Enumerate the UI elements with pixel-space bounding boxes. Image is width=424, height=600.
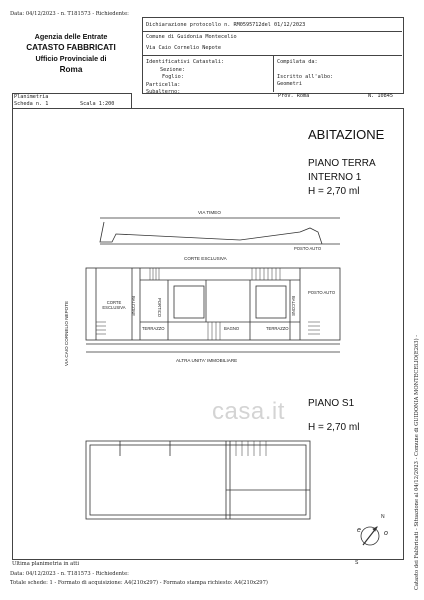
piano-s1-label: PIANO S1 <box>308 398 355 409</box>
dichiarazione-text: Dichiarazione protocollo n. RM0595712del 01/12/2023 <box>146 22 306 28</box>
label-balcone-left: BALCONE <box>131 296 136 317</box>
label-terrazzo-right: TERRAZZO <box>266 326 289 331</box>
numero-label: N. 10845 <box>368 93 393 99</box>
altezza2-label: H = 2,70 ml <box>308 422 360 433</box>
iscritto-label: Iscritto all'albo: <box>277 74 334 80</box>
geometri-label: Geometri <box>277 81 302 87</box>
roof-outline <box>100 222 322 244</box>
compass-e: e <box>357 527 361 534</box>
agency-line3: Ufficio Provinciale di <box>35 54 107 63</box>
scheda-label: Scheda n. 1 <box>14 101 49 107</box>
scala-label: Scala 1:200 <box>80 101 115 107</box>
watermark: casa.it <box>212 398 285 425</box>
compass-s: S <box>355 560 359 566</box>
footer-data: Data: 04/12/2023 - n. T181573 - Richiedente: <box>10 571 129 577</box>
label-corte-esclusiva-left: CORTE ESCLUSIVA <box>102 300 126 310</box>
particella-label: Particella: <box>146 82 181 88</box>
foglio-label: Foglio: <box>162 74 184 80</box>
agency-line1: Agenzia delle Entrate <box>34 32 108 41</box>
sezione-label: Sezione: <box>160 67 185 73</box>
piano-terra-label: PIANO TERRA <box>308 158 376 169</box>
label-balcone-right: BALCONE <box>291 296 296 317</box>
plan-title: ABITAZIONE <box>308 127 385 142</box>
subalterno-label: Subalterno: <box>146 89 181 95</box>
footer-totale: Totale schede: 1 - Formato di acquisizione: A4(210x297) - Formato stampa richiesto: A4(210x297) <box>10 580 268 586</box>
identificativi-label: Identificativi Catastali: <box>146 59 225 65</box>
interno-label: INTERNO 1 <box>308 172 362 183</box>
label-posto-auto-top: POSTO AUTO <box>294 246 322 251</box>
label-portico: PORTICO <box>157 298 162 318</box>
altezza1-label: H = 2,70 ml <box>308 186 360 197</box>
label-bagno: BAGNO <box>224 326 240 331</box>
label-terrazzo-left: TERRAZZO <box>142 326 165 331</box>
comune-text: Comune di Guidonia Montecelio <box>146 34 237 40</box>
agency-line4: Roma <box>59 65 83 74</box>
label-via-caio: VIA CAIO CORNELIO NEPOTE <box>64 300 69 366</box>
prov-label: Prov. Roma <box>278 93 310 99</box>
compilata-label: Compilata da: <box>277 59 318 65</box>
label-corte-esclusiva: CORTE ESCLUSIVA <box>184 256 227 261</box>
compass-o: o <box>384 530 388 537</box>
top-stamp: Data: 04/12/2023 - n. T181573 - Richiedente: <box>10 11 129 17</box>
label-altra-unita: ALTRA UNITA' IMMOBILIARE <box>176 358 238 363</box>
agency-line2: CATASTO FABBRICATI <box>26 43 116 52</box>
footer-ultima: Ultima planimetria in atti <box>12 561 80 567</box>
planimetria-label: Planimetria <box>14 94 49 100</box>
label-via-timeo: VIA TIMEO <box>198 210 221 215</box>
label-posto-auto: POSTO AUTO <box>308 290 336 295</box>
compass-n: N <box>381 514 385 520</box>
via-text: Via Caio Cornelio Nepote <box>146 45 221 51</box>
side-stamp: Catasto dei Fabbricati - Situazione al 04/12/2023 - Comune di GUIDONIA MONTECELIO(E263) - <box>414 334 420 590</box>
